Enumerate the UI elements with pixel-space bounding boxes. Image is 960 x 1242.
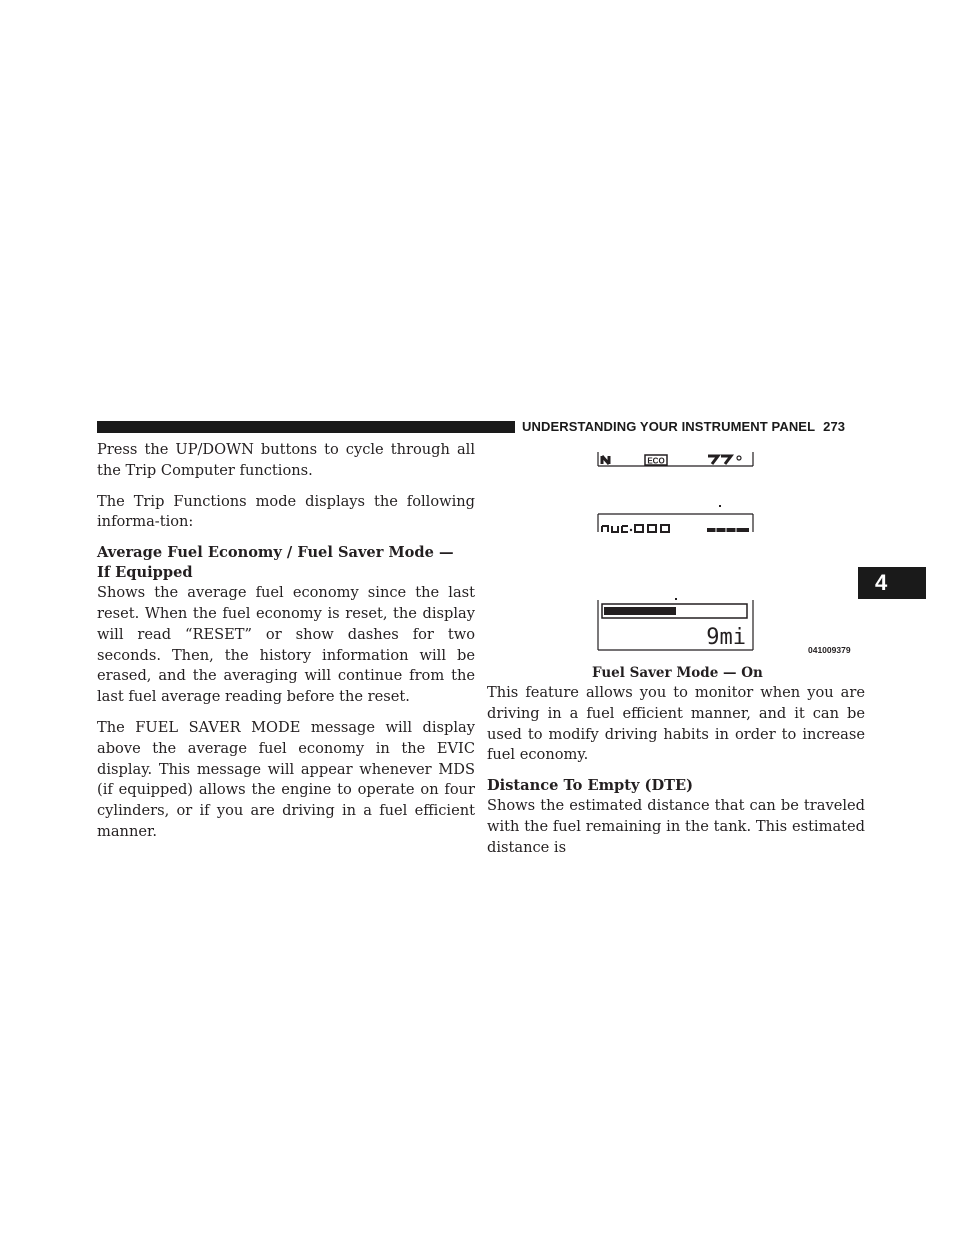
eco-text: ECO: [647, 456, 665, 466]
heading-distance-to-empty: Distance To Empty (DTE): [487, 777, 693, 795]
heading-line-1: Average Fuel Economy / Fuel Saver Mode —: [97, 544, 454, 562]
running-header: [522, 419, 845, 434]
display-middle-strip: [598, 506, 753, 532]
heading-average-fuel-economy: [97, 543, 475, 583]
paragraph-average-fuel-economy: Shows the average fuel economy since the last reset. When the fuel economy is reset, the display will read “RESET” or show dashes for two seconds. Then, the history information will be erased, and the averaging will continue from the last fuel average reading before the reset.: [97, 584, 475, 706]
display-top-strip: [598, 452, 753, 466]
right-column: [487, 683, 865, 869]
chapter-tab: 4: [858, 567, 926, 599]
evic-display-illustration: [560, 444, 870, 664]
section-title: UNDERSTANDING YOUR INSTRUMENT PANEL: [522, 419, 816, 434]
left-column: [97, 440, 475, 853]
fuel-gauge-fill: [604, 607, 676, 615]
header-rule: [97, 421, 515, 433]
paragraph-fuel-efficient: This feature allows you to monitor when you are driving in a fuel efficient manner, and it can be used to modify driving habits in order to increase fuel economy.: [487, 684, 865, 764]
display-bottom-panel: [598, 599, 753, 650]
range-readout: 9mi: [706, 625, 746, 650]
paragraph-cycle-functions: Press the UP/DOWN buttons to cycle through all the Trip Computer functions.: [97, 441, 475, 479]
paragraph-fuel-saver-message: The FUEL SAVER MODE message will display above the average fuel economy in the EVIC display. This message will appear whenever MDS (if equipped) allows the engine to operate on four cylinders, or if you are driving in a fuel efficient manner.: [97, 718, 475, 840]
figure-caption: Fuel Saver Mode — On: [592, 665, 763, 681]
page-number: 273: [823, 419, 846, 434]
heading-line-2: If Equipped: [97, 564, 193, 582]
figure-code: 041009379: [808, 645, 851, 655]
paragraph-trip-functions: The Trip Functions mode displays the following informa-tion:: [97, 492, 475, 531]
paragraph-distance-to-empty: Shows the estimated distance that can be traveled with the fuel remaining in the tank. This estimated distance is: [487, 797, 865, 856]
